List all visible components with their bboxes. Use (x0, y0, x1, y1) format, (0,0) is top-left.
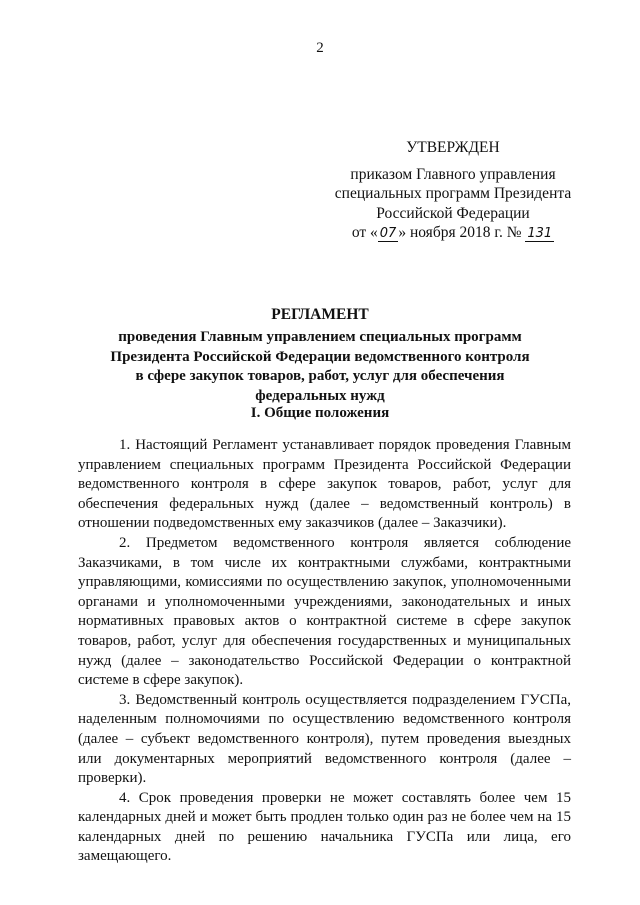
approval-date-line (322, 223, 584, 243)
document-title (60, 306, 580, 406)
title-line: в сфере закупок товаров, работ, услуг для обеспечения (135, 368, 505, 384)
handwritten-day: 07 (379, 226, 397, 241)
paragraph: 2. Предметом ведомственного контроля является соблюдение Заказчиками, в том числе их контрактными службами, контрактными управляющими, комиссиями по осуществлению закупок, уполномоченными органами и уполномоченными учреждениями, законодательных и иных нормативных правовых актов о контрактной системе в сфере закупок товаров, работ, услуг для обеспечения государственных и муниципальных нужд (далее – законодательство Российской Федерации о контрактной системе в сфере закупок). (78, 534, 571, 689)
page-number: 2 (316, 40, 324, 56)
approval-line: Российской Федерации (376, 204, 530, 222)
title-line: проведения Главным управлением специальных программ (118, 329, 522, 345)
approved-label: УТВЕРЖДЕН (406, 139, 500, 156)
paragraph: 3. Ведомственный контроль осуществляется подразделением ГУСПа, наделенным полномочиями по осуществлению ведомственного контроля (далее – субъект ведомственного контроля), путем проведения выездных или документарных мероприятий ведомственного контроля (далее – проверки). (78, 691, 571, 787)
approval-block (322, 138, 584, 243)
approval-line: специальных программ Президента (334, 185, 572, 202)
handwritten-order-number: 131 (527, 226, 553, 241)
title-main: РЕГЛАМЕНТ (271, 306, 369, 323)
section-body (78, 436, 571, 867)
paragraph: 4. Срок проведения проверки не может составлять более чем 15 календарных дней и может быть продлен только один раз не более чем на 15 календарных дней по решению начальника ГУСПа или лица, его замещающего. (78, 789, 571, 865)
paragraph: 1. Настоящий Регламент устанавливает порядок проведения Главным управлением специальных программ Президента Российской Федерации ведомственного контроля в сфере закупок товаров, работ, услуг для обеспечения федеральных нужд (далее – ведомственный контроль) в отношении подведомственных ему заказчиков (далее – Заказчики). (78, 437, 571, 532)
date-suffix: » ноября 2018 г. № (398, 224, 522, 241)
title-line: федеральных нужд (255, 387, 385, 404)
date-prefix: от « (351, 224, 378, 241)
section-heading: I. Общие положения (250, 405, 390, 421)
approval-line: приказом Главного управления (350, 165, 556, 183)
title-line: Президента Российской Федерации ведомственного контроля (110, 348, 530, 365)
